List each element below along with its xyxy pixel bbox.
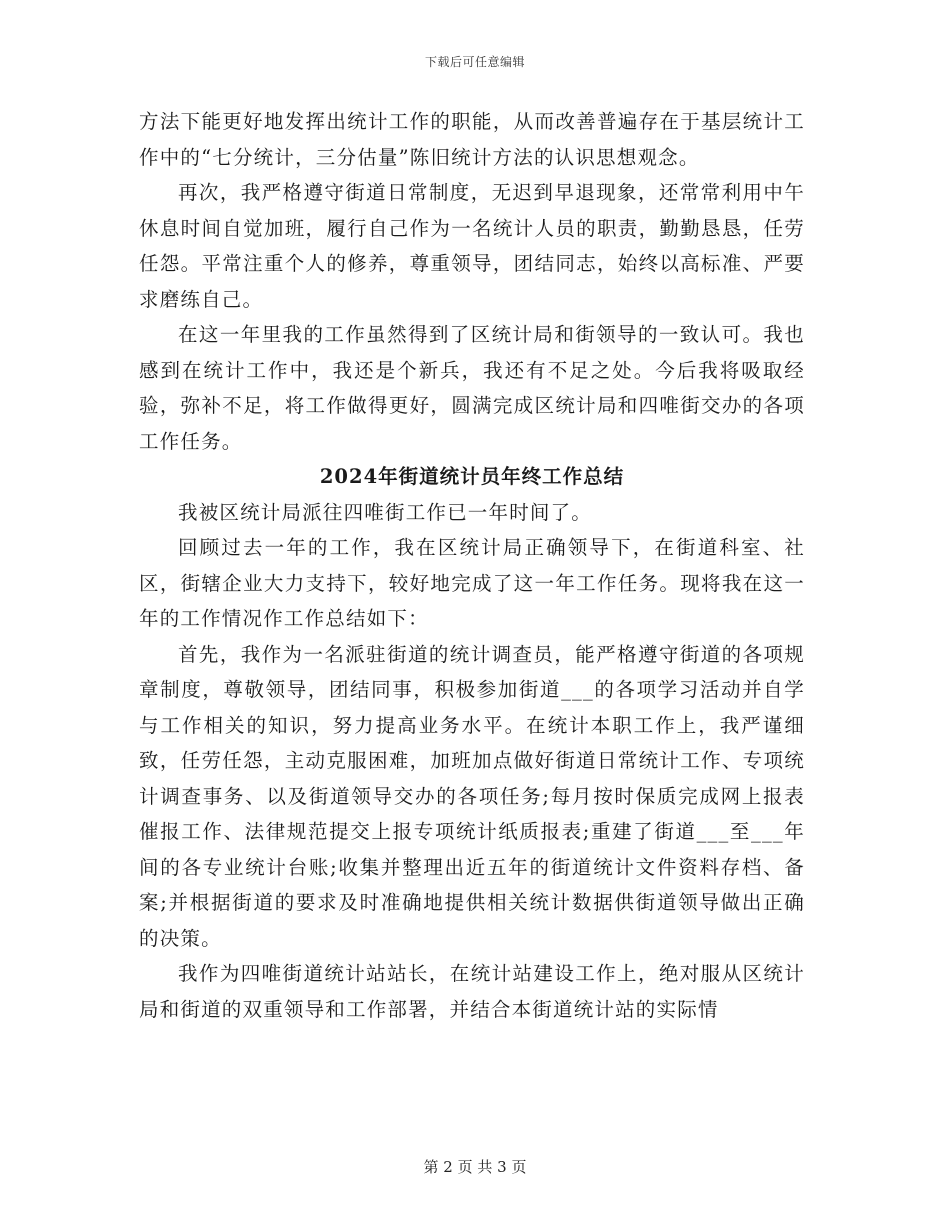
- paragraph: 再次，我严格遵守街道日常制度，无迟到早退现象，还常常利用中午休息时间自觉加班，履行自己作为一名统计人员的职责，勤勤恳恳，任劳任怨。平常注重个人的修养，尊重领导，团结同志，始终以高标准、严要求磨练自己。: [139, 181, 805, 311]
- document-body: [139, 104, 805, 1027]
- paragraph: 在这一年里我的工作虽然得到了区统计局和街领导的一致认可。我也感到在统计工作中，我还是个新兵，我还有不足之处。今后我将吸取经验，弥补不足，将工作做得更好，圆满完成区统计局和四唯街交办的各项工作任务。: [139, 323, 805, 453]
- section-title: 2024年街道统计员年终工作总结: [319, 465, 625, 488]
- paragraph: 我作为四唯街道统计站站长，在统计站建设工作上，绝对服从区统计局和街道的双重领导和工作部署，并结合本街道统计站的实际情: [139, 962, 805, 1021]
- header-note: 下载后可任意编辑: [424, 55, 525, 69]
- paragraph: 回顾过去一年的工作，我在区统计局正确领导下，在街道科室、社区，街辖企业大力支持下，较好地完成了这一年工作任务。现将我在这一年的工作情况作工作总结如下：: [139, 536, 805, 630]
- paragraph: 方法下能更好地发挥出统计工作的职能，从而改善普遍存在于基层统计工作中的“七分统计，三分估量”陈旧统计方法的认识思想观念。: [139, 110, 805, 169]
- paragraph: 首先，我作为一名派驻街道的统计调查员，能严格遵守街道的各项规章制度，尊敬领导，团结同事，积极参加街道___的各项学习活动并自学与工作相关的知识，努力提高业务水平。在统计本职工作上，我严谨细致，任劳任怨，主动克服困难，加班加点做好街道日常统计工作、专项统计调查事务、以及街道领导交办的各项任务;每月按时保质完成网上报表催报工作、法律规范提交上报专项统计纸质报表;重建了街道___至___年间的各专业统计台账;收集并整理出近五年的街道统计文件资料存档、备案;并根据街道的要求及时准确地提供相关统计数据供街道领导做出正确的决策。: [139, 642, 805, 950]
- paragraph: 我被区统计局派往四唯街工作已一年时间了。: [178, 500, 593, 524]
- page-number: 第 2 页 共 3 页: [423, 1158, 527, 1176]
